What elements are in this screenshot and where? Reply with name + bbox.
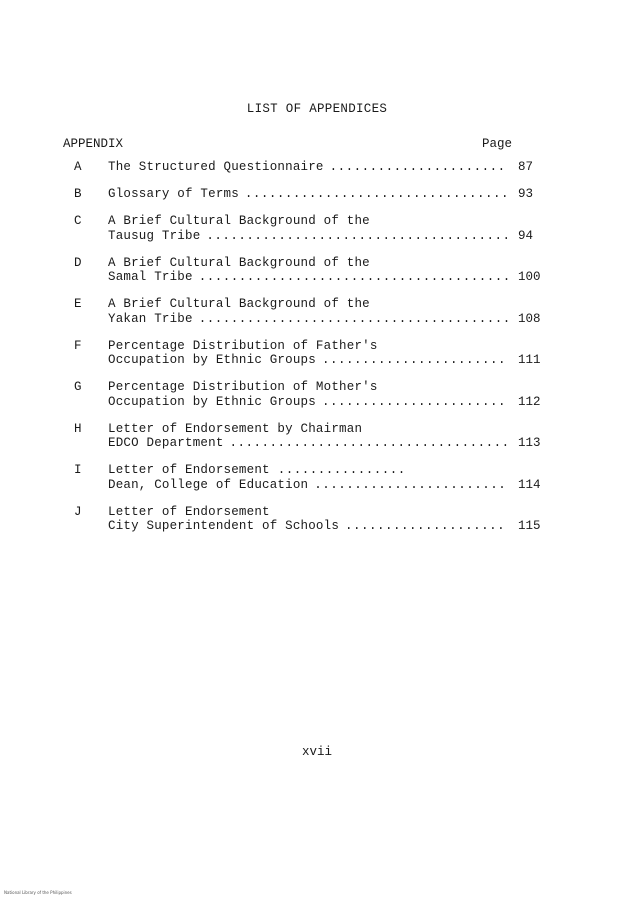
entry-title: Letter of Endorsement — [108, 504, 270, 519]
entry-page-number: 112 — [518, 394, 541, 409]
appendix-entry-h — [72, 422, 552, 451]
entry-page-number: 94 — [518, 228, 534, 243]
entry-page-number: 113 — [518, 436, 541, 450]
entry-page-number: 87 — [518, 160, 534, 174]
entry-title-continued: Tausug Tribe — [108, 228, 201, 243]
entry-title: Letter of Endorsement by Chairman — [108, 421, 363, 436]
entry-title-continued: City Superintendent of Schools — [108, 519, 340, 533]
appendix-list — [72, 160, 552, 546]
appendix-entry-f — [72, 339, 552, 368]
appendix-column-header: APPENDIX — [63, 137, 124, 151]
appendix-entry-g — [72, 380, 552, 409]
entry-title-continued: Samal Tribe — [108, 270, 193, 284]
dot-leaders — [322, 395, 508, 410]
entry-letter: D — [74, 255, 82, 270]
dot-leaders — [345, 519, 508, 534]
entry-letter: I — [74, 463, 82, 477]
entry-title: Letter of Endorsement — [108, 463, 270, 477]
page-number: xvii — [301, 745, 332, 759]
entry-title: Glossary of Terms — [108, 187, 239, 201]
entry-title-continued: Occupation by Ethnic Groups — [108, 353, 316, 367]
entry-title-continued: Dean, College of Education — [108, 477, 309, 492]
dot-leaders — [245, 187, 508, 202]
appendix-entry-a — [72, 160, 552, 175]
entry-title: A Brief Cultural Background of the — [108, 255, 370, 270]
dot-leaders — [322, 353, 508, 368]
dot-leaders — [230, 436, 508, 451]
appendix-entry-b — [72, 187, 552, 202]
scan-footer-note: National Library of the Philippines — [4, 890, 72, 895]
entry-title-continued: EDCO Department — [108, 436, 224, 450]
dot-leaders — [330, 160, 508, 175]
entry-title: A Brief Cultural Background of the — [108, 297, 370, 311]
dot-leaders — [206, 229, 508, 244]
entry-page-number: 100 — [518, 270, 541, 284]
appendix-entry-e — [72, 297, 552, 326]
dot-leaders: ................ — [277, 463, 406, 477]
entry-title: Percentage Distribution of Mother's — [108, 380, 378, 394]
appendix-entry-j — [72, 505, 552, 534]
dot-leaders — [199, 312, 508, 327]
entry-letter: C — [74, 214, 82, 228]
entry-page-number: 115 — [518, 519, 541, 533]
entry-title-continued: Occupation by Ethnic Groups — [108, 394, 316, 409]
entry-title-continued: Yakan Tribe — [108, 311, 193, 326]
entry-letter: B — [74, 187, 82, 201]
entry-letter: A — [74, 160, 82, 174]
entry-title: Percentage Distribution of Father's — [108, 338, 378, 353]
entry-page-number: 93 — [518, 187, 534, 201]
entry-letter: J — [74, 504, 82, 519]
entry-letter: G — [74, 380, 82, 394]
entry-title: The Structured Questionnaire — [108, 160, 324, 174]
dot-leaders — [314, 478, 508, 493]
dot-leaders — [199, 270, 508, 285]
entry-letter: H — [74, 421, 82, 436]
appendix-entry-c — [72, 214, 552, 243]
entry-letter: E — [74, 297, 82, 311]
entry-title: A Brief Cultural Background of the — [108, 214, 370, 228]
page-title: LIST OF APPENDICES — [246, 102, 388, 116]
page-column-header: Page — [482, 137, 513, 151]
entry-page-number: 108 — [518, 311, 541, 326]
entry-page-number: 111 — [518, 353, 541, 367]
entry-letter: F — [74, 338, 82, 353]
entry-page-number: 114 — [518, 477, 541, 492]
appendix-entry-i — [72, 463, 552, 492]
appendix-entry-d — [72, 256, 552, 285]
